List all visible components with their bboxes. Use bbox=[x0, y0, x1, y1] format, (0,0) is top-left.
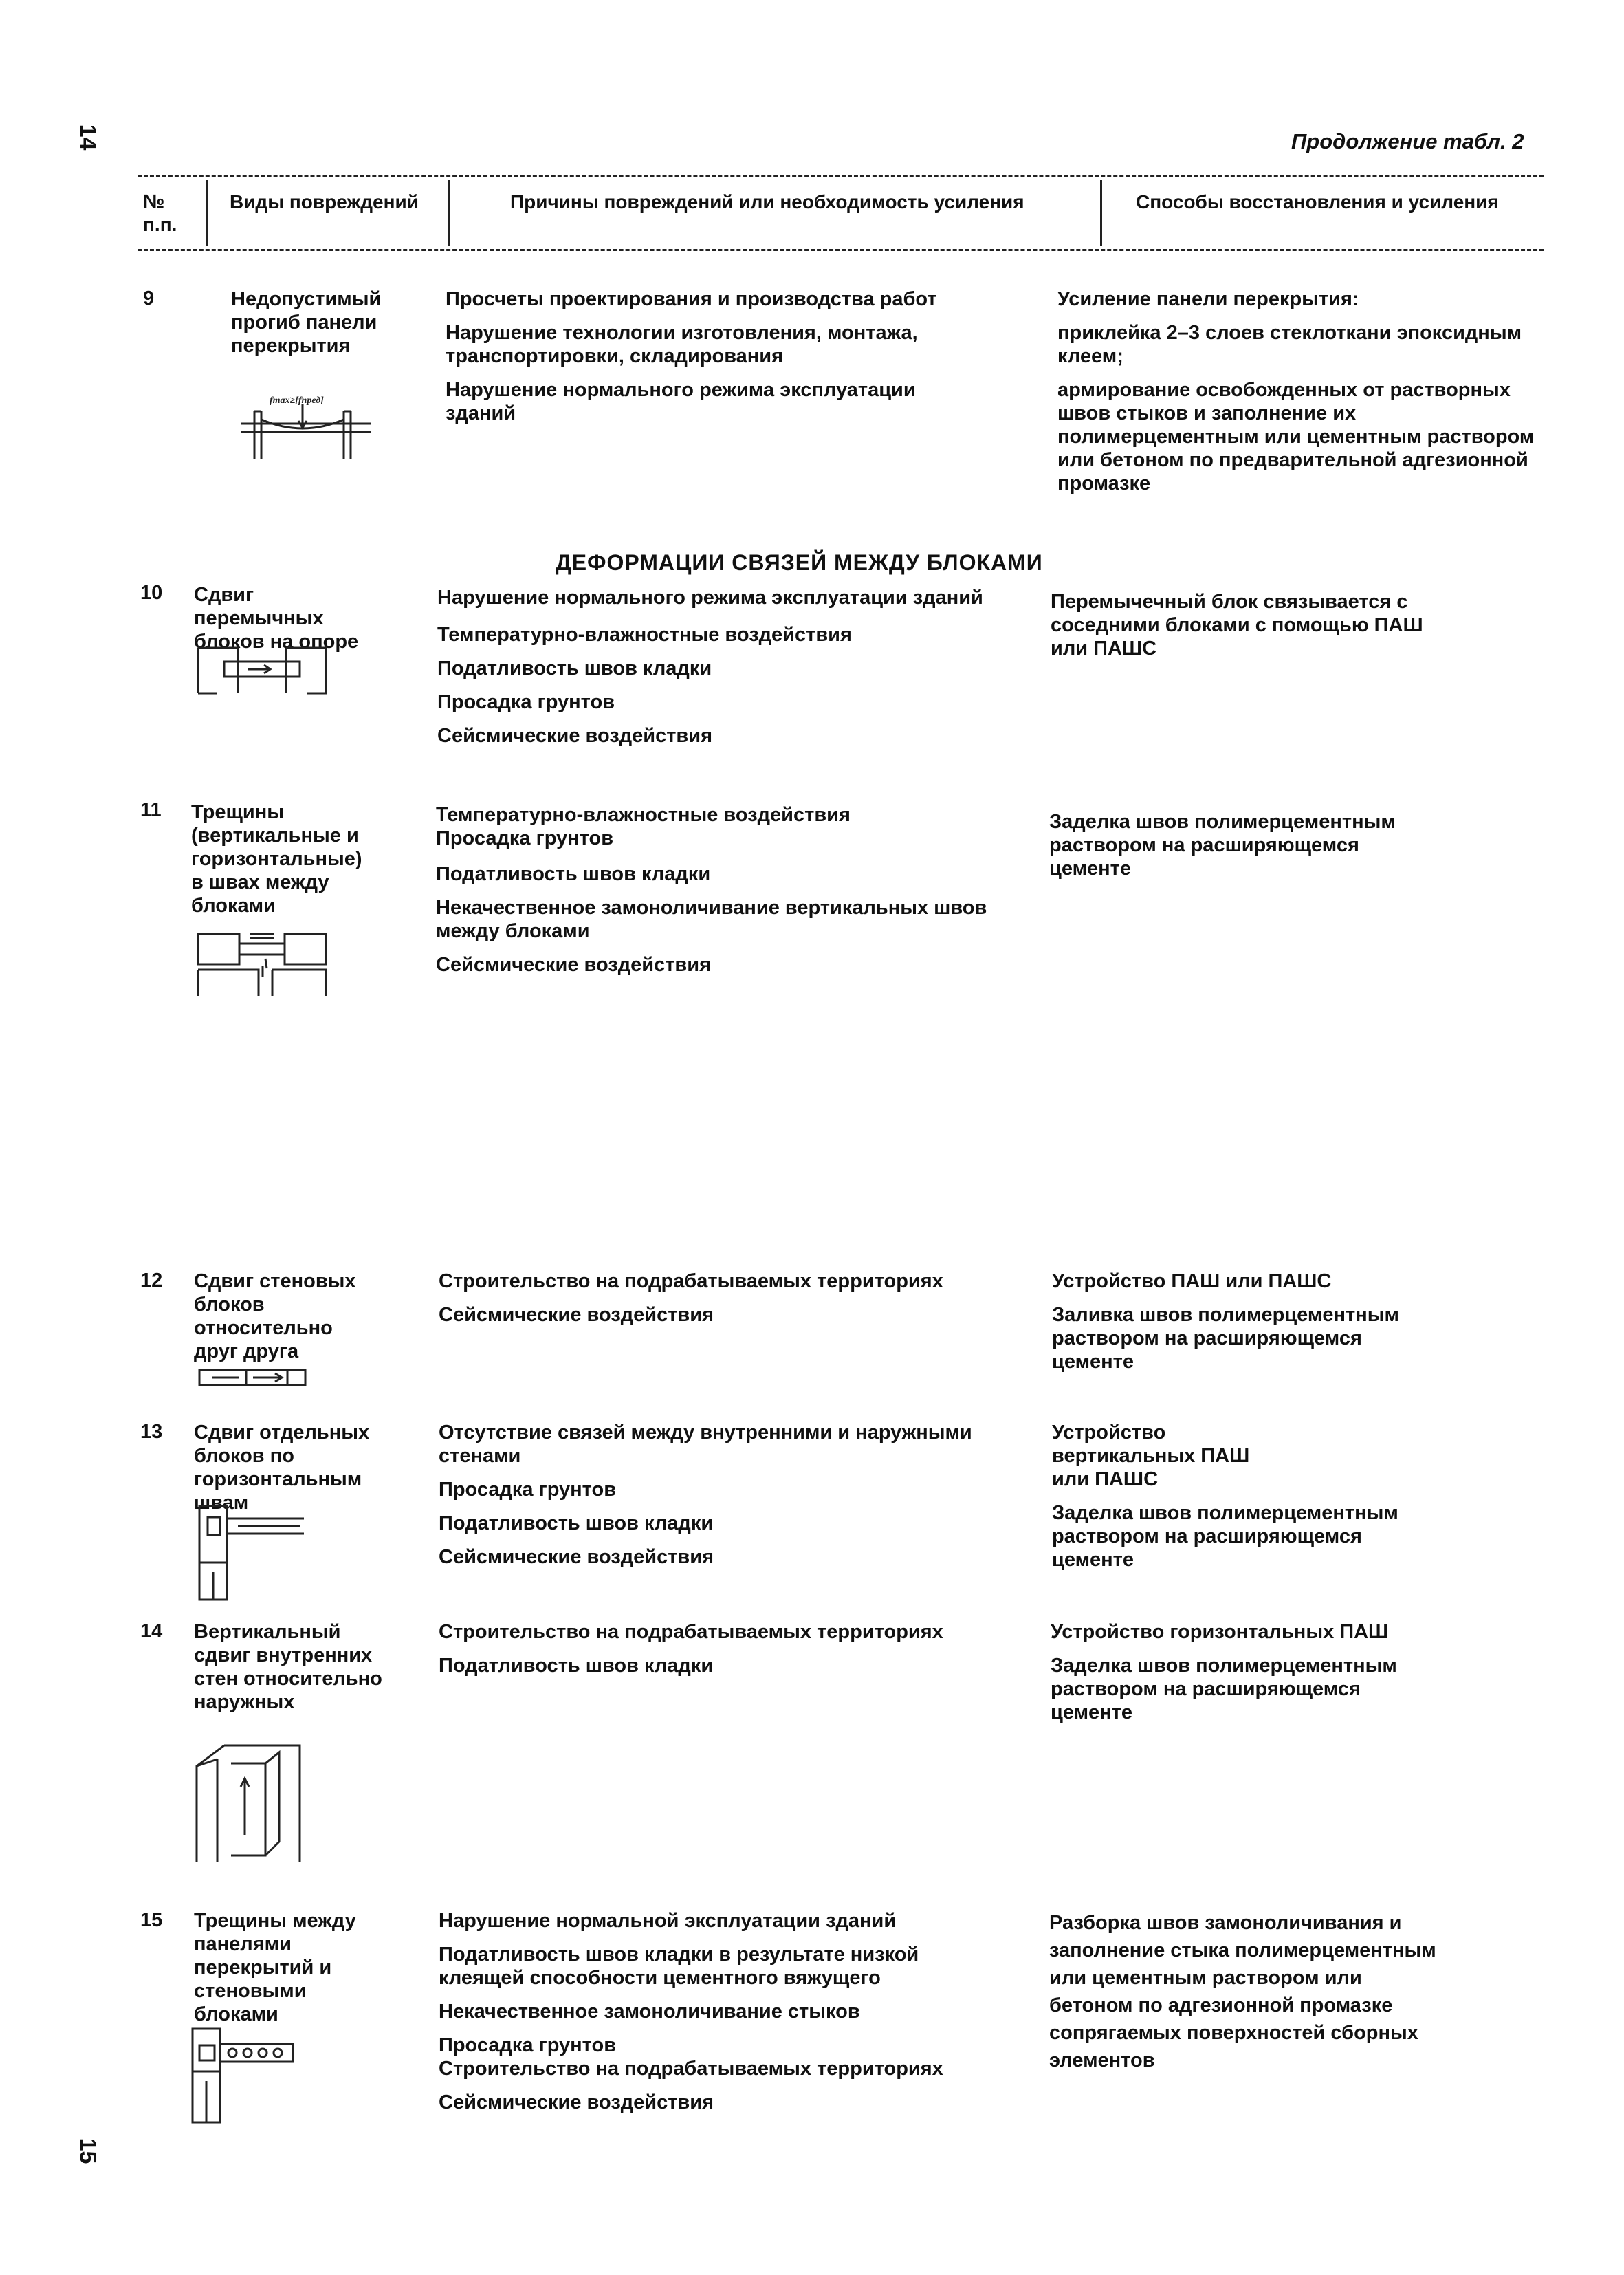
cause-item: Нарушение нормального режима эксплуатации зданий bbox=[446, 379, 916, 424]
cause-item: Нарушение технологии изготовления, монтажа, транспортировки, складирования bbox=[446, 322, 918, 367]
row-methods bbox=[1051, 590, 1436, 671]
header-num: № п.п. bbox=[143, 191, 177, 235]
cause-item: Нарушение нормальной эксплуатации зданий bbox=[439, 1910, 897, 1932]
row-number: 14 bbox=[140, 1620, 163, 1642]
row-causes bbox=[439, 1421, 1044, 1579]
row-causes bbox=[439, 1909, 1044, 2124]
row-number: 15 bbox=[140, 1909, 163, 1931]
cause-item: Податливость швов кладки bbox=[436, 863, 711, 885]
header-divider-2 bbox=[448, 180, 450, 246]
method-item: Заделка швов полимерцементным раствором на расширяющемся цементе bbox=[1049, 811, 1396, 880]
cause-item: Просадка грунтов bbox=[437, 691, 615, 713]
panel-deflection-figure bbox=[234, 384, 378, 466]
row-damage: Трещины между панелями перекрытий и стеновыми блоками bbox=[194, 1910, 356, 2025]
header-divider-3 bbox=[1100, 180, 1102, 246]
cause-item: Податливость швов кладки bbox=[437, 657, 712, 679]
header-divider-1 bbox=[206, 180, 208, 246]
row-damage: Вертикальный сдвиг внутренних стен относительно наружных bbox=[194, 1621, 382, 1713]
row-number: 11 bbox=[140, 799, 162, 821]
deflection-label: fmax≥[fпред] bbox=[270, 395, 324, 406]
cause-item: Нарушение нормального режима эксплуатации зданий bbox=[437, 587, 983, 609]
cause-item: Сейсмические воздействия bbox=[439, 1304, 714, 1326]
cause-item: Просадка грунтов bbox=[439, 1479, 617, 1501]
method-item: армирование освобожденных от растворных швов стыков и заполнение их полимерцементным или цементным раствором или бетоном по предварительной адгезионной промазке bbox=[1057, 379, 1535, 494]
method-item: приклейка 2–3 слоев стеклоткани эпоксидным клеем; bbox=[1057, 322, 1522, 367]
row-methods bbox=[1049, 1909, 1448, 2084]
cause-item: Строительство на подрабатываемых территориях bbox=[439, 1621, 943, 1643]
table-caption: Продолжение табл. 2 bbox=[1291, 129, 1524, 153]
cause-item: Просадка грунтов bbox=[436, 827, 614, 849]
slab-wall-crack-figure bbox=[190, 2026, 300, 2129]
cause-item: Строительство на подрабатываемых территориях bbox=[439, 1270, 943, 1292]
cause-item: Сейсмические воздействия bbox=[439, 2091, 714, 2113]
inner-wall-shift-figure bbox=[190, 1732, 314, 1869]
row-damage: Сдвиг отдельных блоков по горизонтальным швам bbox=[194, 1422, 370, 1514]
row-damage: Трещины (вертикальные и горизонтальные) в швах между блоками bbox=[191, 801, 362, 917]
row-causes bbox=[446, 287, 982, 435]
wall-block-shift-figure bbox=[198, 1367, 308, 1388]
cause-item: Сейсмические воздействия bbox=[439, 1546, 714, 1568]
row-number: 9 bbox=[143, 287, 155, 309]
method-item: Перемычечный блок связывается с соседними блоками с помощью ПАШ или ПАШС bbox=[1051, 591, 1423, 660]
cause-item: Сейсмические воздействия bbox=[436, 954, 712, 976]
method-item: Устройство горизонтальных ПАШ bbox=[1051, 1621, 1389, 1643]
row-methods bbox=[1049, 810, 1434, 891]
method-item: Заделка швов полимерцементным раствором на расширяющемся цементе bbox=[1051, 1655, 1397, 1723]
header-methods: Способы восстановления и усиления bbox=[1136, 191, 1499, 213]
cause-item: Некачественное замоноличивание вертикальных швов между блоками bbox=[436, 897, 987, 942]
row-causes bbox=[436, 803, 1034, 987]
horizontal-joint-shift-figure bbox=[197, 1503, 307, 1607]
header-causes: Причины повреждений или необходимость усиления bbox=[510, 191, 1024, 213]
method-item: Усиление панели перекрытия: bbox=[1057, 288, 1359, 310]
cause-item: Некачественное замоноличивание стыков bbox=[439, 2001, 860, 2023]
header-damage: Виды повреждений bbox=[230, 191, 419, 213]
row-number: 10 bbox=[140, 582, 163, 604]
joint-cracks-figure bbox=[197, 928, 327, 997]
page-number-left: 14 bbox=[74, 124, 101, 151]
section-title: ДЕФОРМАЦИИ СВЯЗЕЙ МЕЖДУ БЛОКАМИ bbox=[556, 550, 1043, 575]
cause-item: Просадка грунтов bbox=[439, 2034, 617, 2056]
row-methods bbox=[1057, 287, 1552, 505]
cause-item: Податливость швов кладки bbox=[439, 1655, 714, 1677]
cause-item: Податливость швов кладки bbox=[439, 1512, 714, 1534]
row-damage: Сдвиг стеновых блоков относительно друг друга bbox=[194, 1270, 356, 1362]
cause-item: Просчеты проектирования и производства работ bbox=[446, 288, 937, 310]
cause-item: Строительство на подрабатываемых территориях bbox=[439, 2058, 943, 2080]
cause-item: Податливость швов кладки в результате низкой клеящей способности цементного вяжущего bbox=[439, 1944, 919, 1989]
method-item: Устройство вертикальных ПАШ или ПАШС bbox=[1052, 1422, 1250, 1490]
row-damage: Недопустимый прогиб панели перекрытия bbox=[231, 288, 382, 357]
row-causes bbox=[439, 1270, 1044, 1337]
header-bottom-rule bbox=[138, 249, 1544, 251]
cause-item: Сейсмические воздействия bbox=[437, 725, 713, 747]
lintel-shift-figure bbox=[197, 645, 327, 697]
row-number: 12 bbox=[140, 1270, 163, 1292]
method-item: Разборка швов замоноличивания и заполнение стыка полимерцементным или цементным раствором или бетоном по адгезионной промазке сопрягаемых поверхностей сборных элементов bbox=[1049, 1912, 1436, 2071]
header-top-rule bbox=[138, 175, 1544, 177]
cause-item: Отсутствие связей между внутренними и наружными стенами bbox=[439, 1422, 972, 1467]
method-item: Устройство ПАШ или ПАШС bbox=[1052, 1270, 1332, 1292]
row-causes bbox=[437, 586, 1042, 758]
method-item: Заливка швов полимерцементным раствором на расширяющемся цементе bbox=[1052, 1304, 1399, 1373]
row-methods bbox=[1052, 1421, 1437, 1582]
cause-item: Температурно-влажностные воздействия bbox=[437, 624, 852, 646]
row-methods bbox=[1051, 1620, 1436, 1734]
row-damage: Сдвиг перемычных блоков на опоре bbox=[194, 584, 359, 653]
cause-item: Температурно-влажностные воздействия bbox=[436, 804, 851, 826]
row-causes bbox=[439, 1620, 1044, 1688]
page-number-right: 15 bbox=[74, 2137, 101, 2164]
method-item: Заделка швов полимерцементным раствором на расширяющемся цементе bbox=[1052, 1502, 1398, 1571]
row-methods bbox=[1052, 1270, 1437, 1384]
row-number: 13 bbox=[140, 1421, 163, 1443]
